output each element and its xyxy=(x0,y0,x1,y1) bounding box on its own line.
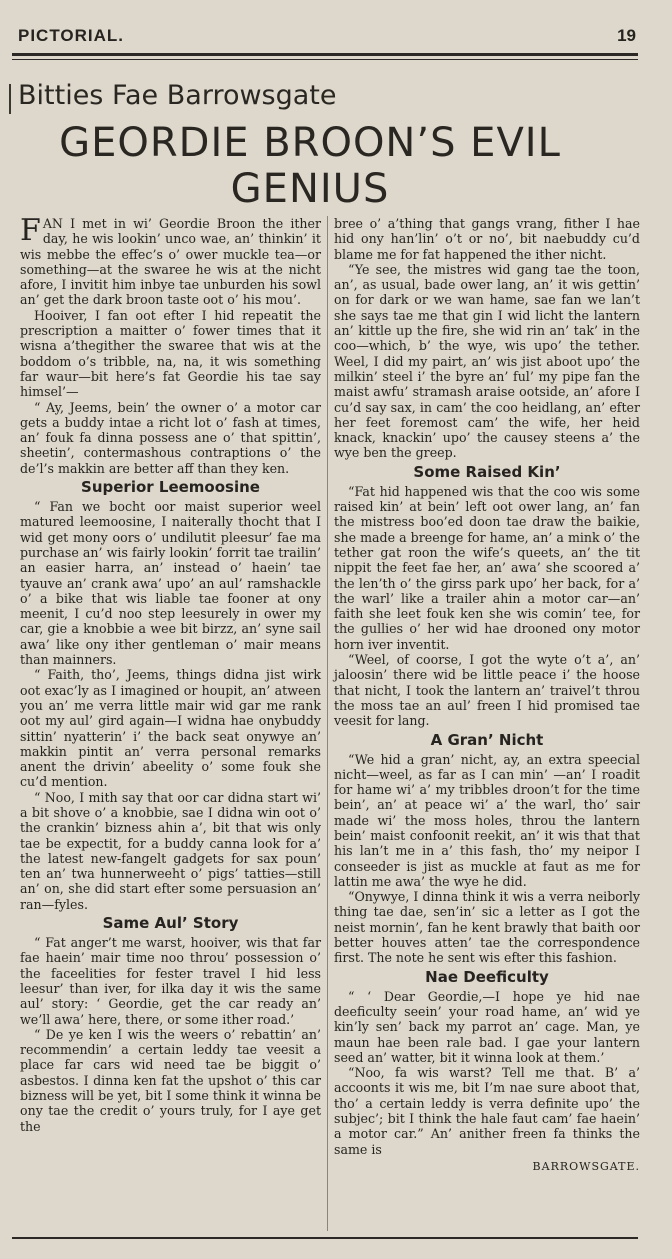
header-rule-thick xyxy=(12,53,638,56)
author-signature: BARROWSGATE. xyxy=(532,1159,640,1173)
paragraph-text: AN I met in wi’ Geordie Broon the ither day, he wis lookin’ unco wae, an’ thinkin’ it wis mebbe the effec’s o’ ower muckle tea—or something—at the swaree he wis at the nicht afore, I invitit him inbye tae unburden his sowl an’ get the dark broon taste oot o’ his mou’. xyxy=(20,216,321,308)
paragraph: “Noo, fa wis warst? Tell me that. B’ a’ accoonts it wis me, bit I’m nae sure aboot that, tho’ a certain leddy is verra definite upo’ the subjec’; bit I think the hale faut cam’ fae haein’ a motor car.” An’ anither freen fa thinks the same is xyxy=(334,1065,640,1157)
paragraph: “ ‘ Dear Geordie,—I hope ye hid nae deeficulty seein’ your road hame, an’ wid ye kin’ly sen’ back my parrot an’ cage. Man, ye maun hae been rale bad. I gae your lantern seed an’ watter, bit it winna look at them.’ xyxy=(334,988,640,1065)
headline-line-1: GEORDIE BROON’S EVIL xyxy=(59,120,561,166)
paragraph: “Ye see, the mistres wid gang tae the toon, an’, as usual, bade ower lang, an’ it wis gettin’ on for dark or we wan hame, sae fan we lan’t she says tae me that gin I wid licht the lantern an’ kittle up the fire, she wid rin an’ tak’ in the coo—which, b’ the wye, wis upo’ the tether. Weel, I did my pairt, an’ wis jist aboot upo’ the milkin’ steel i’ the byre an’ ful’ my pipe fan the maist awfu’ stramash araise ootside, an’ afore I cu’d say sax, in cam’ the coo heidlang, an’ efter her feet foremost cam’ the wife, her heid knack, knackin’ upo’ the causey steens a’ the wye ben the greep. xyxy=(334,261,640,461)
headline-line-2: GENIUS xyxy=(230,166,390,212)
paragraph: “ Fan we bocht oor maist superior weel matured leemoosine, I naiterally thocht that I wid get mony oors o’ undilutit pleesur’ fae ma purchase an’ wis fairly lookin’ forrit tae trailin’ an easier harra, an’ instead o’ haein’ tae tyauve an’ crank awa’ upo’ an aul’ ramshackle o’ a bike that wis liable tae fooner at ony meenit, I cu’d noo step leesurely in ower my car, gie a knobbie a wee bit birzz, an’ syne sail awa’ like ony ither gentleman o’ mair means than mainners. xyxy=(20,499,321,668)
paragraph: “ Faith, tho’, Jeems, things didna jist wirk oot exac’ly as I imagined or houpit, an’ atween you an’ me verra little mair wid gar me rank oot my aul’ gird again—I widna hae onybuddy sittin’ nyatterin’ i’ the back seat onywye an’ makkin pintit an’ verra personal remarks anent the drivin’ abeelity o’ some fouk she cu’d mention. xyxy=(20,667,321,790)
header-rule-thin xyxy=(12,59,638,60)
column-divider xyxy=(327,216,328,1231)
drop-cap: F xyxy=(20,213,41,248)
subheading: A Gran’ Nicht xyxy=(430,730,544,749)
article-column-left xyxy=(20,213,321,1134)
paragraph: “ Fat anger’t me warst, hooiver, wis that far fae haein’ mair time noo throu’ possession o’ the faceelities for fester travel I hid less leesur’ than iver, for ilka day it wis the same aul’ story: ‘ Geordie, get the car ready an’ we’ll awa’ here, there, or some ither road.’ xyxy=(20,935,321,1027)
paragraph: Hooiver, I fan oot efter I hid repeatit the prescription a maitter o’ fower times that it wisna a’thegither the swaree that wis at the boddom o’s tribble, na, na, it wis something far waur—bit here’s fat Geordie his tae say himsel’— xyxy=(20,307,321,400)
subheading: Nae Deeficulty xyxy=(425,967,549,986)
kicker-bar xyxy=(9,84,11,114)
paragraph: “We hid a gran’ nicht, ay, an extra speecial nicht—weel, as far as I can min’ —an’ I roadit for hame wi’ a’ my tribbles droon’t for the time bein’, an’ at peace wi’ a’ the warl, tho’ sair made wi’ the moss holes, throu the lantern bein’ maist confoonit reekit, an’ it wis that that his lan’t me in a’ this fash, tho’ my neipor I conseeder is jist as muckle at faut as me for lattin me awa’ the wye he did. xyxy=(334,751,640,889)
paragraph: “Weel, of coorse, I got the wyte o’t a’, an’ jaloosin’ there wid be little peace i’ the hoose that nicht, I took the lantern an’ traivel’t throu the moss tae an aul’ freen I hid promised tae veesit for lang. xyxy=(334,652,640,729)
paragraph: “Fat hid happened wis that the coo wis some raised kin’ at bein’ left oot ower lang, an’ fan the mistress boo’ed doon tae draw the baikie, she made a breenge for hame, an’ a mink o’ the tether gat roon the wife’s queets, an’ the tit nippit the feet fae her, an’ awa’ she scoored a’ the len’th o’ the girss park upo’ her back, for a’ the warl’ like a trailer ahin a motor car—an’ faith she leet fouk ken she wis comin’ tee, for the gullies o’ her wid hae drooned ony motor horn iver inventit. xyxy=(334,483,640,652)
section-title: PICTORIAL. xyxy=(18,26,125,45)
page-header xyxy=(18,26,636,50)
subheading: Some Raised Kin’ xyxy=(413,462,561,481)
paragraph: “ Noo, I mith say that oor car didna start wi’ a bit shove o’ a knobbie, sae I didna win oot o’ the crankin’ bizness ahin a’, bit that wis only tae be expectit, for a buddy canna look for a’ the latest new-fangelt gadgets for sax poun’ ten an’ twa hunnerweeht o’ pigs’ tatties—still an’ on, she did start efter some persuasion an’ ran—fyles. xyxy=(20,789,321,912)
footer-rule xyxy=(12,1237,638,1239)
paragraph: “ Ay, Jeems, bein’ the owner o’ a motor car gets a buddy intae a richt lot o’ fash at times, an’ fouk fa dinna possess ane o’ that spittin’, sheetin’, contermashous contraptions o’ the de’l’s makkin are better aff than they ken. xyxy=(20,399,321,476)
page-number: 19 xyxy=(617,26,636,45)
column-kicker: Bitties Fae Barrowsgate xyxy=(18,80,337,111)
subheading: Superior Leemoosine xyxy=(81,478,260,497)
paragraph xyxy=(20,213,321,308)
paragraph: bree o’ a’thing that gangs vrang, fither I hae hid ony han’lin’ o’t or no’, bit naebuddy cu’d blame me for fat happened the ither nicht. xyxy=(334,216,640,262)
article-headline xyxy=(20,120,600,212)
paragraph: “Onywye, I dinna think it wis a verra neiborly thing tae dae, sen’in’ sic a letter as I got the neist mornin’, fan he kent brawly that baith oor better houves atten’ tae the correspondence first. The note he sent wis efter this fashion. xyxy=(334,889,640,966)
paragraph: “ De ye ken I wis the weers o’ rebattin’ an’ recommendin’ a certain leddy tae veesit a place far cars wid need tae be biggit o’ asbestos. I dinna ken fat the upshot o’ this car bizness will be yet, bit I some think it winna be ony tae the credit o’ yours truly, for I aye get the xyxy=(20,1026,321,1134)
article-column-right xyxy=(334,216,640,1174)
subheading: Same Aul’ Story xyxy=(102,914,239,933)
